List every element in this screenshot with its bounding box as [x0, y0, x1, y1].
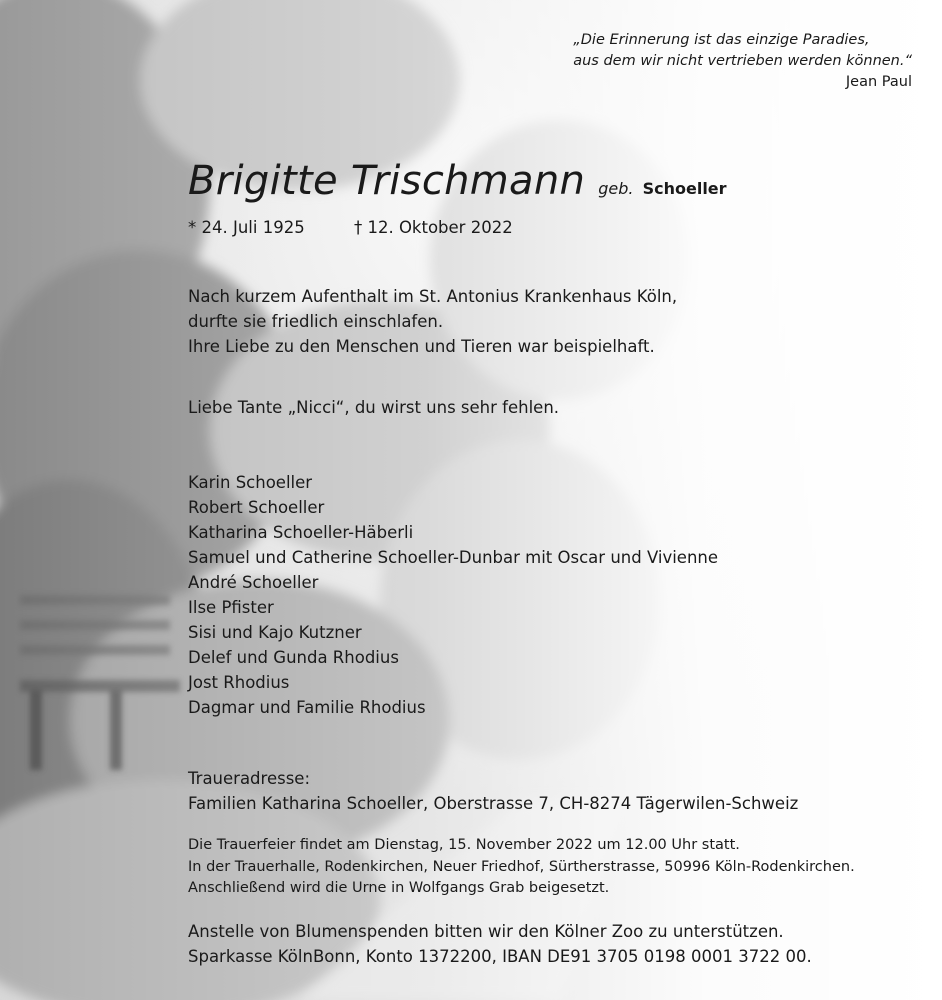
ceremony-line: Anschließend wird die Urne in Wolfgangs Grab beigesetzt. [188, 880, 610, 896]
mourner: Sisi und Kajo Kutzner [188, 623, 362, 642]
death-date: † 12. Oktober 2022 [353, 218, 513, 237]
deceased-name-line [188, 158, 727, 204]
ceremony-line: Die Trauerfeier findet am Dienstag, 15. November 2022 um 12.00 Uhr statt. [188, 837, 740, 853]
donation-line: Anstelle von Blumenspenden bitten wir den Kölner Zoo zu unterstützen. [188, 922, 784, 941]
mourner: Jost Rhodius [188, 673, 290, 692]
mourner: Ilse Pfister [188, 598, 274, 617]
ceremony-info [188, 835, 855, 900]
birth-date: * 24. Juli 1925 [188, 218, 305, 237]
mourner: Robert Schoeller [188, 498, 325, 517]
mourners-list [188, 470, 718, 720]
donation-info [188, 919, 812, 969]
donation-line: Sparkasse KölnBonn, Konto 1372200, IBAN DE91 3705 0198 0001 3722 00. [188, 947, 812, 966]
mourner: André Schoeller [188, 573, 319, 592]
quote [573, 30, 912, 72]
mourning-address [188, 766, 798, 816]
maiden-name: Schoeller [642, 179, 727, 198]
quote-author: Jean Paul [845, 74, 912, 90]
life-dates [188, 218, 513, 237]
mourner: Karin Schoeller [188, 473, 313, 492]
address-value: Familien Katharina Schoeller, Oberstrasse 7, CH-8274 Tägerwilen-Schweiz [188, 794, 799, 813]
farewell: Liebe Tante „Nicci“, du wirst uns sehr fehlen. [188, 398, 560, 417]
quote-line: aus dem wir nicht vertrieben werden können.“ [573, 53, 912, 69]
mourner: Samuel und Catherine Schoeller-Dunbar mit Oscar und Vivienne [188, 548, 719, 567]
geb-label: geb. [598, 179, 634, 198]
deceased-name: Brigitte Trischmann [188, 158, 586, 204]
mourner: Dagmar und Familie Rhodius [188, 698, 426, 717]
address-label: Traueradresse: [188, 769, 311, 788]
mourner: Katharina Schoeller-Häberli [188, 523, 414, 542]
ceremony-line: In der Trauerhalle, Rodenkirchen, Neuer Friedhof, Sürtherstrasse, 50996 Köln-Rodenkirchen. [188, 858, 855, 875]
message-line: Ihre Liebe zu den Menschen und Tieren war beispielhaft. [188, 337, 655, 356]
message [188, 284, 677, 359]
message-line: durfte sie friedlich einschlafen. [188, 312, 444, 331]
quote-line: „Die Erinnerung ist das einzige Paradies, [573, 32, 870, 48]
mourner: Delef und Gunda Rhodius [188, 648, 399, 667]
message-line: Nach kurzem Aufenthalt im St. Antonius Krankenhaus Köln, [188, 287, 678, 306]
